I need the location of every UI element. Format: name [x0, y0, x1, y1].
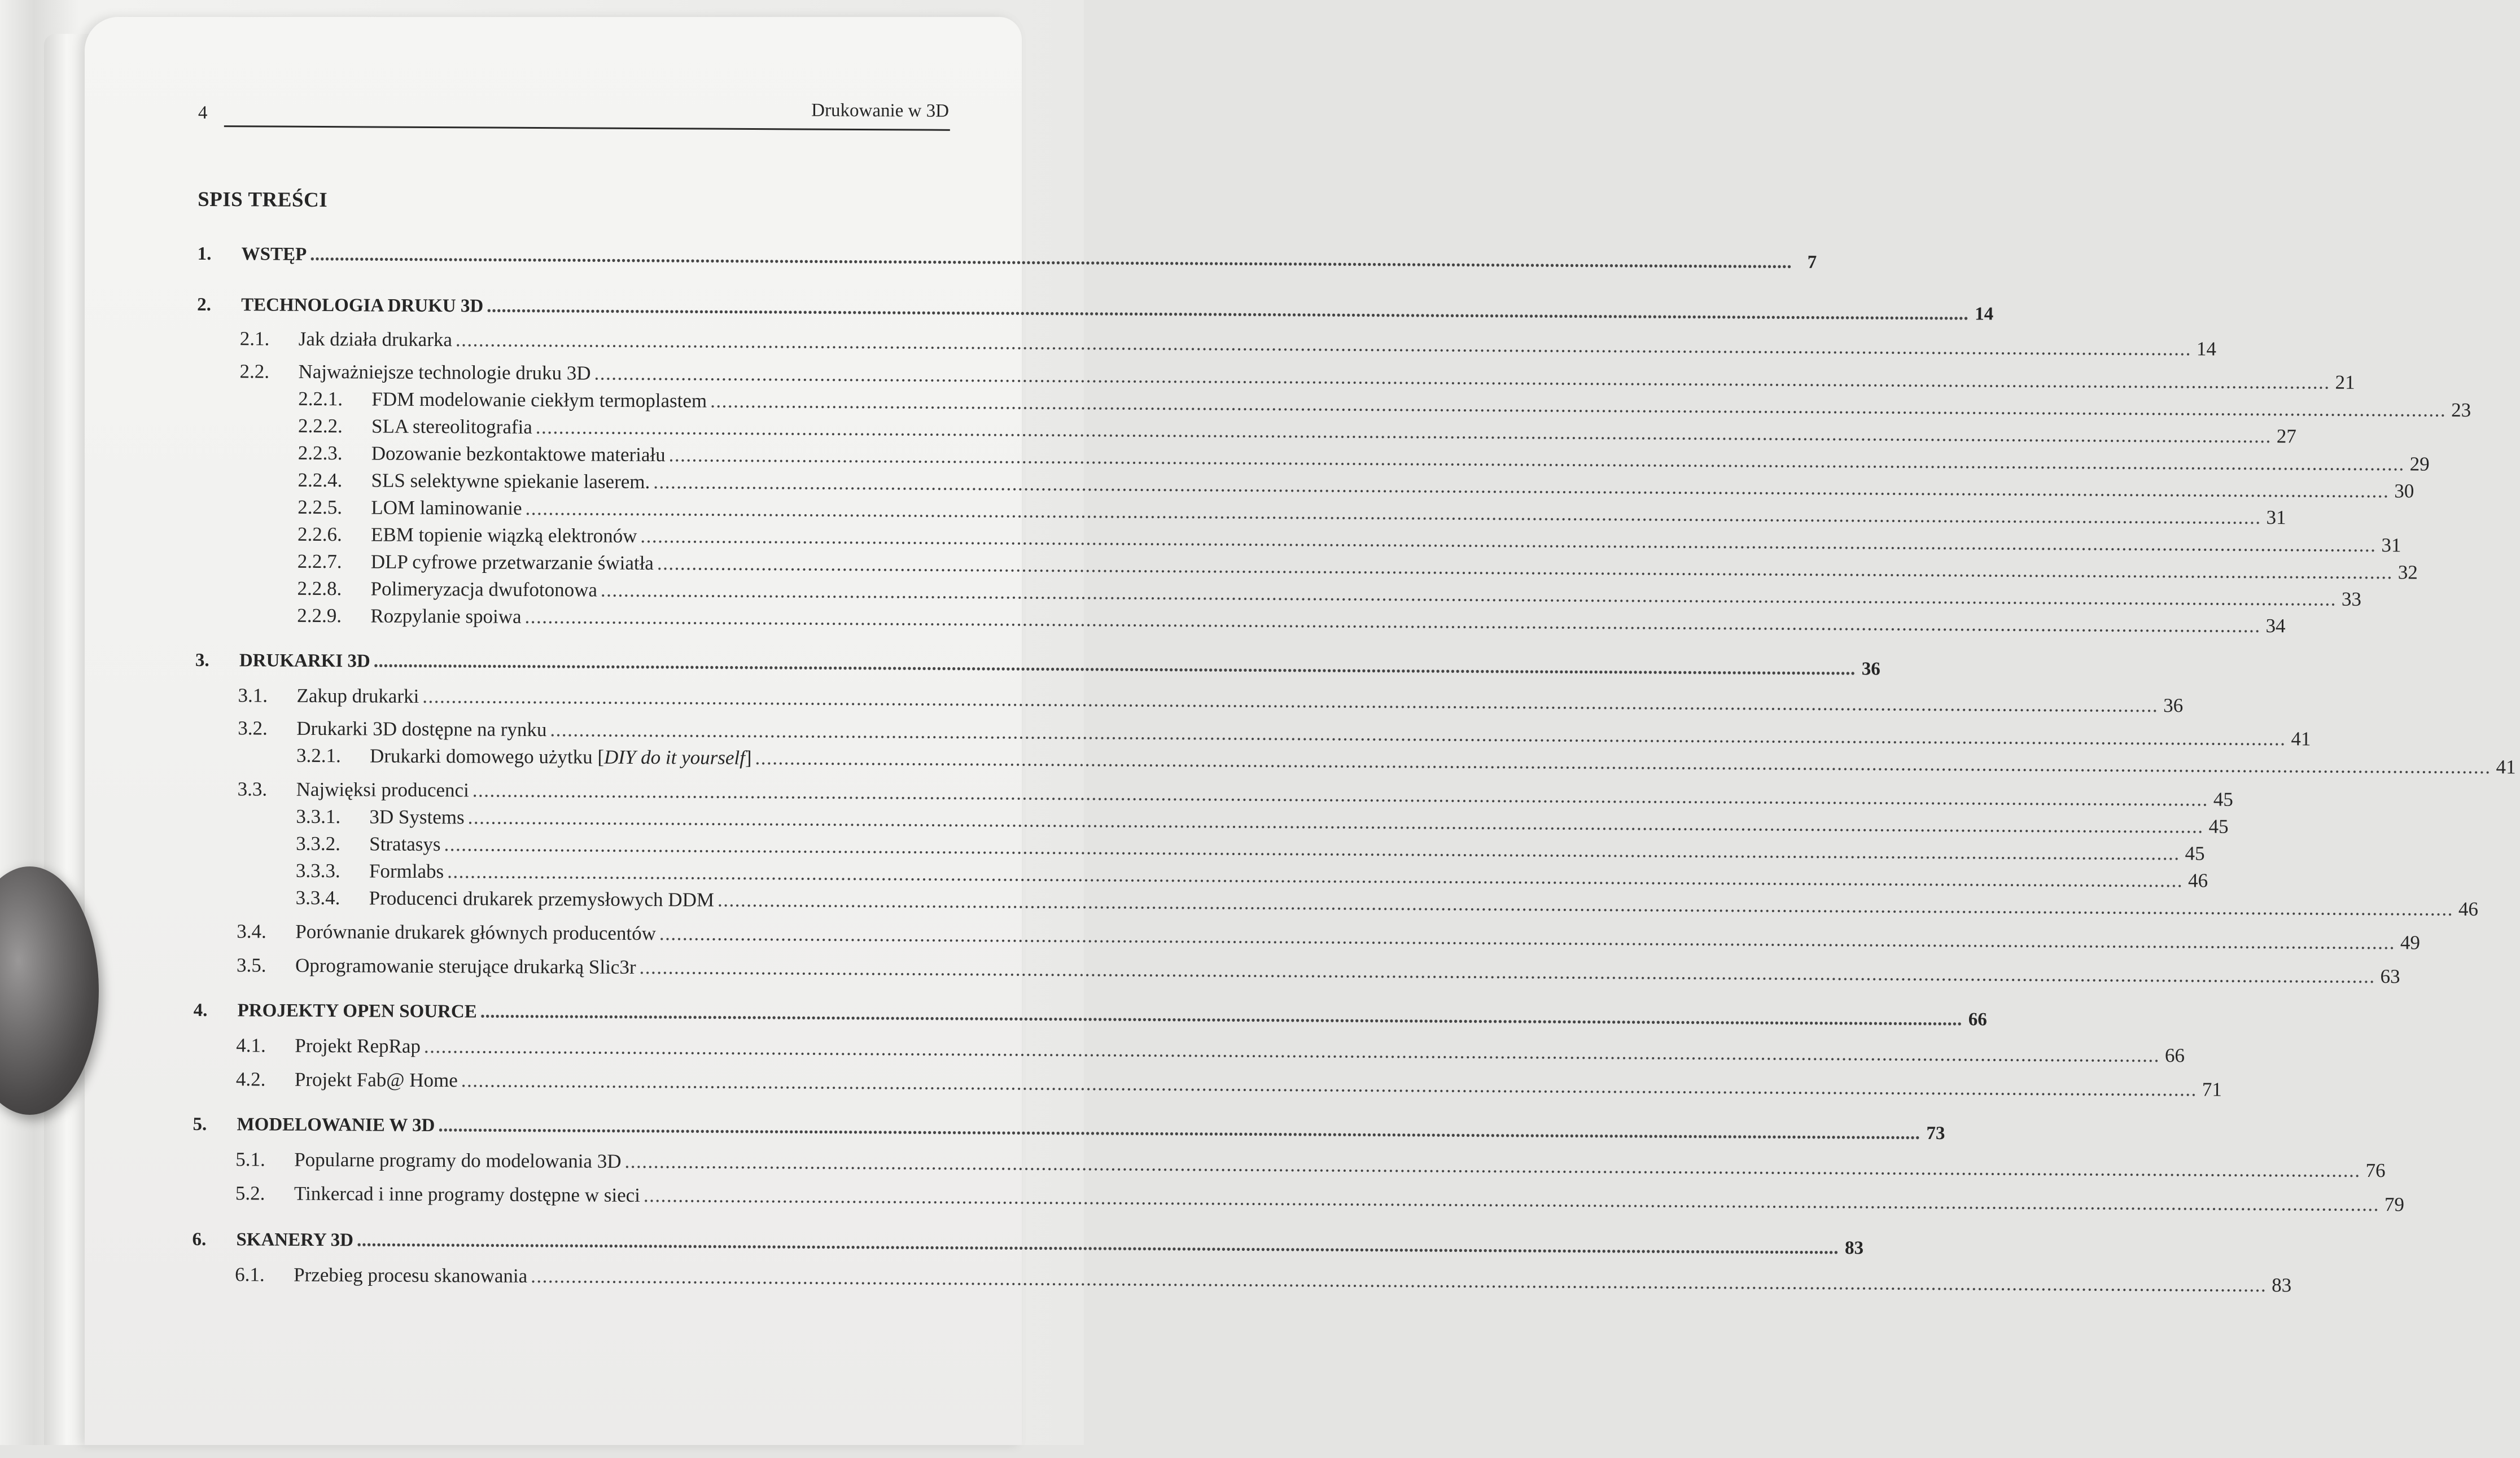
- toc-entry-label: [296, 685, 419, 708]
- toc-entry-label-text: Polimeryzacja dwufotonowa: [370, 577, 598, 601]
- toc-entry-number: 2.2.5.: [298, 496, 343, 519]
- toc-section-row: [235, 1148, 2386, 1182]
- toc-entry-label: [370, 605, 522, 628]
- toc-dot-leader: ............................................................................................................................................................................................................................................................................................................: [525, 497, 2261, 528]
- toc-dot-leader: ............................................................................................................................................................................................................................................................................................................: [594, 362, 2330, 393]
- toc-entry-page: 31: [2266, 506, 2286, 529]
- toc-dot-leader: ............................................................................................................................................................................................................................................................................................................: [624, 1150, 2361, 1181]
- toc-entry-label-text: Przebieg procesu skanowania: [294, 1263, 528, 1287]
- toc-entry-page: 21: [2335, 371, 2355, 393]
- toc-entry-label-text: TECHNOLOGIA DRUKU 3D: [241, 295, 484, 317]
- toc-entry-number: 3.1.: [238, 684, 268, 707]
- toc-dot-leader: ............................................................................................................................................................................................................................................................................................................: [461, 1069, 2197, 1101]
- toc-entry-number: 3.3.2.: [296, 832, 341, 855]
- toc-entry-page: 32: [2398, 561, 2418, 584]
- toc-entry-number: 2.: [197, 294, 212, 315]
- toc-entry-label: [295, 1069, 458, 1092]
- toc-section-row: [297, 523, 2401, 557]
- toc-entry-number: 4.: [193, 1000, 208, 1021]
- toc-dot-leader: ............................................................................................................................................................................................................................................................................................................: [535, 415, 2272, 448]
- toc-entry-page: 14: [2196, 338, 2217, 360]
- toc-section-row: [297, 604, 2286, 637]
- toc-entry-label: [298, 361, 590, 385]
- page-number: 4: [198, 102, 208, 123]
- toc-entry-number: 3.3.3.: [295, 859, 340, 882]
- toc-entry-label: [371, 388, 707, 412]
- toc-entry-number: 3.: [195, 650, 209, 671]
- toc-entry-page: 83: [1844, 1238, 1864, 1259]
- toc-entry-label: [371, 442, 666, 466]
- toc-entry-label-text: Jak działa drukarka: [298, 327, 453, 351]
- toc-entry-label-text: Dozowanie bezkontaktowe materiału: [371, 442, 666, 466]
- toc-dot-leader: ............................................................................................................................................................................................................................................................................................................: [659, 922, 2396, 954]
- toc-entry-page: 46: [2458, 897, 2479, 921]
- toc-title: SPIS TREŚCI: [198, 187, 328, 212]
- toc-entry-page: 71: [2202, 1078, 2222, 1101]
- toc-entry-page: 29: [2409, 453, 2430, 475]
- toc-dot-leader: ............................................................................................................................................................................................................................................................................................................: [531, 1264, 2267, 1297]
- toc-dot-leader: ............................................................................................................................................................................................................................................................................................................: [668, 444, 2405, 475]
- toc-entry-page: 36: [2163, 694, 2184, 717]
- toc-section-row: [239, 360, 2355, 393]
- toc-entry-page: 7: [1807, 252, 1817, 273]
- toc-entry-label: [371, 496, 522, 519]
- toc-entry-label-text: Najwięksi producenci: [296, 778, 469, 802]
- toc-dot-leader: ............................................................................................................................................................................................................................................................................................................: [423, 1035, 2160, 1067]
- toc-entry-label: [371, 523, 637, 547]
- toc-entry-number: 4.2.: [235, 1068, 266, 1091]
- toc-dot-leader: ............................................................................................................................................................................................................................................................................................................: [643, 1184, 2380, 1216]
- toc-entry-number: 2.2.3.: [298, 441, 343, 465]
- toc-entry-label: [236, 1229, 353, 1251]
- toc-entry-number: 2.2.7.: [297, 550, 342, 573]
- toc-entry-number: 5.2.: [235, 1182, 265, 1205]
- toc-section-row: [237, 778, 2233, 811]
- toc-section-row: [296, 744, 2516, 778]
- toc-entry-label: [294, 1149, 622, 1173]
- toc-entry-label-text: Formlabs: [369, 860, 444, 883]
- toc-section-row: [238, 684, 2184, 717]
- toc-entry-number: 3.3.: [237, 778, 268, 800]
- toc-entry-number: 3.5.: [236, 954, 266, 977]
- toc-entry-label: [369, 833, 441, 856]
- toc-dot-leader: ............................................................................................................................................................................................................................................................................................................: [639, 956, 2375, 988]
- toc-section-row: [298, 414, 2296, 448]
- toc-entry-page: 31: [2381, 534, 2401, 557]
- toc-entry-page: 27: [2276, 425, 2296, 448]
- toc-entry-number: 6.1.: [235, 1263, 265, 1286]
- toc-entry-label: [296, 717, 546, 741]
- toc-section-row: [297, 577, 2362, 610]
- toc-section-row: [298, 496, 2286, 529]
- toc-entry-number: 2.2.1.: [298, 387, 343, 410]
- toc-section-row: [298, 387, 2471, 421]
- toc-entry-page: 41: [2291, 728, 2311, 750]
- toc-entry-label: [369, 887, 715, 911]
- toc-entry-page: 63: [2380, 965, 2400, 988]
- toc-dot-leader: ............................................................................................................................................................................................................................................................................................................: [373, 651, 1856, 680]
- toc-chapter-row: [192, 1229, 1864, 1259]
- toc-entry-number: 3.2.: [238, 717, 268, 739]
- toc-chapter-row: [195, 650, 1880, 680]
- toc-entry-label-text: Projekt RepRap: [295, 1034, 421, 1057]
- toc-entry-number: 1.: [197, 243, 212, 264]
- toc-entry-label: [369, 805, 464, 829]
- toc-entry-number: 2.2.8.: [297, 577, 342, 600]
- toc-entry-number: 3.3.4.: [295, 886, 340, 909]
- toc-chapter-row: [193, 1114, 1945, 1144]
- toc-section-row: [296, 832, 2205, 865]
- toc-entry-label: [239, 650, 370, 672]
- toc-dot-leader: ............................................................................................................................................................................................................................................................................................................: [657, 552, 2393, 584]
- toc-section-row: [235, 1263, 2292, 1297]
- toc-section-row: [295, 859, 2208, 892]
- toc-entry-label-text: SLS selektywne spiekanie laserem.: [371, 469, 650, 493]
- toc-section-row: [235, 1068, 2222, 1101]
- toc-entry-number: 2.2.4.: [298, 469, 343, 492]
- toc-entry-label: [295, 955, 636, 979]
- toc-dot-leader: ............................................................................................................................................................................................................................................................................................................: [444, 833, 2180, 865]
- toc-entry-number: 3.3.1.: [296, 805, 341, 828]
- toc-entry-page: 36: [1861, 659, 1880, 680]
- toc-entry-page: 30: [2394, 480, 2414, 502]
- toc-dot-leader: ............................................................................................................................................................................................................................................................................................................: [717, 888, 2454, 920]
- toc-entry-label-text: Stratasys: [369, 833, 441, 856]
- toc-entry-page: 33: [2341, 588, 2362, 610]
- toc-entry-page: 14: [1975, 304, 1994, 325]
- toc-entry-label-text: 3D Systems: [369, 805, 465, 829]
- toc-entry-number: 6.: [192, 1229, 207, 1250]
- toc-section-row: [297, 550, 2418, 584]
- toc-entry-label-text: Najważniejsze technologie druku 3D: [298, 360, 591, 384]
- toc-section-row: [239, 327, 2217, 360]
- toc-entry-number: 5.: [193, 1114, 207, 1135]
- toc-entry-label: [369, 860, 444, 883]
- toc-entry-label: [237, 1114, 435, 1136]
- toc-section-row: [298, 441, 2430, 475]
- toc-section-row: [296, 805, 2229, 838]
- toc-chapter-row: [197, 243, 1817, 273]
- toc-entry-label-text: Rozpylanie spoiwa: [370, 605, 522, 628]
- toc-entry-label: [295, 1035, 421, 1058]
- toc-entry-number: 3.4.: [237, 920, 266, 943]
- toc-dot-leader: ............................................................................................................................................................................................................................................................................................................: [487, 296, 1969, 325]
- toc-entry-label: [294, 1264, 527, 1288]
- toc-entry-label-text: SLA stereolitografia: [371, 415, 532, 438]
- toc-section-row: [298, 469, 2414, 502]
- toc-dot-leader: ............................................................................................................................................................................................................................................................................................................: [550, 719, 2286, 750]
- toc-entry-page: 66: [1968, 1009, 1987, 1030]
- toc-entry-number: 5.1.: [235, 1148, 265, 1171]
- toc-entry-page: 83: [2272, 1274, 2292, 1297]
- toc-entry-label-text: FDM modelowanie ciekłym termoplastem: [371, 388, 707, 412]
- toc-entry-label-text: Popularne programy do modelowania 3D: [294, 1148, 622, 1172]
- toc-entry-number: 2.1.: [239, 327, 270, 350]
- toc-entry-page: 45: [2185, 842, 2205, 865]
- toc-entry-label-text: EBM topienie wiązką elektronów: [370, 523, 637, 547]
- toc-entry-page: 46: [2188, 869, 2208, 892]
- toc-entry-label-text: LOM laminowanie: [371, 496, 522, 519]
- toc-entry-page: 73: [1926, 1123, 1945, 1144]
- toc-dot-leader: ............................................................................................................................................................................................................................................................................................................: [640, 524, 2377, 557]
- toc-section-row: [295, 886, 2479, 921]
- toc-entry-label: [371, 469, 650, 493]
- toc-section-row: [235, 1182, 2405, 1216]
- toc-entry-number: 2.2.2.: [298, 414, 343, 437]
- toc-dot-leader: ............................................................................................................................................................................................................................................................................................................: [310, 244, 1792, 273]
- toc-dot-leader: ............................................................................................................................................................................................................................................................................................................: [472, 779, 2208, 811]
- toc-entry-label-text: Projekt Fab@ Home: [294, 1068, 458, 1092]
- toc-entry-label: [370, 577, 597, 601]
- toc-entry-label: [242, 244, 307, 265]
- toc-dot-leader: ............................................................................................................................................................................................................................................................................................................: [422, 685, 2159, 717]
- toc-entry-label-text: Porównanie drukarek głównych producentów: [295, 920, 657, 945]
- toc-chapter-row: [197, 294, 1994, 325]
- toc-entry-page: 76: [2365, 1159, 2386, 1182]
- toc-entry-number: 2.2.: [239, 360, 270, 383]
- toc-dot-leader: ............................................................................................................................................................................................................................................................................................................: [455, 329, 2192, 360]
- toc-entry-label: [295, 921, 656, 945]
- toc-entry-label: [371, 550, 654, 575]
- toc-entry-label: [294, 1183, 640, 1207]
- toc-entry-label: [296, 778, 469, 802]
- toc-entry-label-text: DLP cyfrowe przetwarzanie światła: [370, 550, 654, 575]
- toc-entry-label-text: Tinkercad i inne programy dostępne w sieci: [294, 1182, 641, 1206]
- toc-dot-leader: ............................................................................................................................................................................................................................................................................................................: [356, 1230, 1839, 1259]
- toc-dot-leader: ............................................................................................................................................................................................................................................................................................................: [438, 1115, 1920, 1144]
- toc-entry-label-text: Drukarki domowego użytku [: [369, 745, 605, 768]
- toc-entry-page: 41: [2496, 756, 2516, 778]
- toc-entry-number: 3.2.1.: [296, 744, 341, 767]
- toc-entry-page: 49: [2400, 931, 2421, 954]
- toc-dot-leader: ............................................................................................................................................................................................................................................................................................................: [600, 579, 2337, 610]
- toc-entry-label: [299, 328, 452, 351]
- toc-entry-label: [241, 295, 483, 317]
- toc-entry-number: 4.1.: [236, 1034, 266, 1057]
- toc-entry-page: 45: [2208, 815, 2229, 838]
- toc-entry-label-text: Oprogramowanie sterujące drukarką Slic3r: [295, 954, 636, 978]
- toc-dot-leader: ............................................................................................................................................................................................................................................................................................................: [480, 1001, 1962, 1030]
- toc-chapter-row: [193, 1000, 1987, 1030]
- toc-entry-label-text: Drukarki 3D dostępne na rynku: [296, 717, 547, 741]
- toc-entry-page: 23: [2451, 399, 2471, 421]
- toc-dot-leader: ............................................................................................................................................................................................................................................................................................................: [467, 806, 2204, 838]
- toc-section-row: [238, 717, 2311, 750]
- toc-entry-label: [370, 745, 752, 769]
- toc-section-row: [236, 954, 2400, 988]
- toc-dot-leader: ............................................................................................................................................................................................................................................................................................................: [524, 605, 2261, 637]
- toc-entry-page: 45: [2213, 788, 2233, 811]
- running-header-title: Drukowanie w 3D: [811, 100, 950, 121]
- toc-entry-page: 66: [2164, 1044, 2185, 1067]
- toc-entry-label-text: SKANERY 3D: [236, 1229, 354, 1251]
- toc-entry-page: 79: [2384, 1193, 2405, 1216]
- toc-dot-leader: ............................................................................................................................................................................................................................................................................................................: [447, 860, 2184, 892]
- toc-section-row: [237, 920, 2421, 954]
- toc-dot-leader: ............................................................................................................................................................................................................................................................................................................: [653, 471, 2390, 502]
- toc-entry-label-text: Producenci drukarek przemysłowych DDM: [369, 887, 715, 911]
- toc-section-row: [236, 1034, 2185, 1067]
- toc-entry-page: 34: [2265, 615, 2286, 637]
- header-rule: [224, 125, 950, 131]
- toc-entry-label-text: PROJEKTY OPEN SOURCE: [237, 1000, 477, 1022]
- toc-dot-leader: ............................................................................................................................................................................................................................................................................................................: [710, 389, 2447, 421]
- toc-entry-label: [371, 415, 532, 438]
- toc-entry-label-text: Zakup drukarki: [296, 684, 419, 707]
- toc-entry-number: 2.2.6.: [297, 523, 342, 546]
- toc-entry-number: 2.2.9.: [297, 604, 342, 627]
- toc-entry-label: [238, 1000, 477, 1022]
- toc-entry-label-suffix: ]: [745, 746, 752, 769]
- toc-entry-label-text: DRUKARKI 3D: [239, 650, 370, 672]
- toc-entry-label-text: WSTĘP: [241, 244, 307, 265]
- toc-entry-label-text: MODELOWANIE W 3D: [237, 1114, 435, 1136]
- toc-dot-leader: ............................................................................................................................................................................................................................................................................................................: [755, 747, 2491, 778]
- toc-entry-label-italic: DIY do it yourself: [603, 746, 745, 769]
